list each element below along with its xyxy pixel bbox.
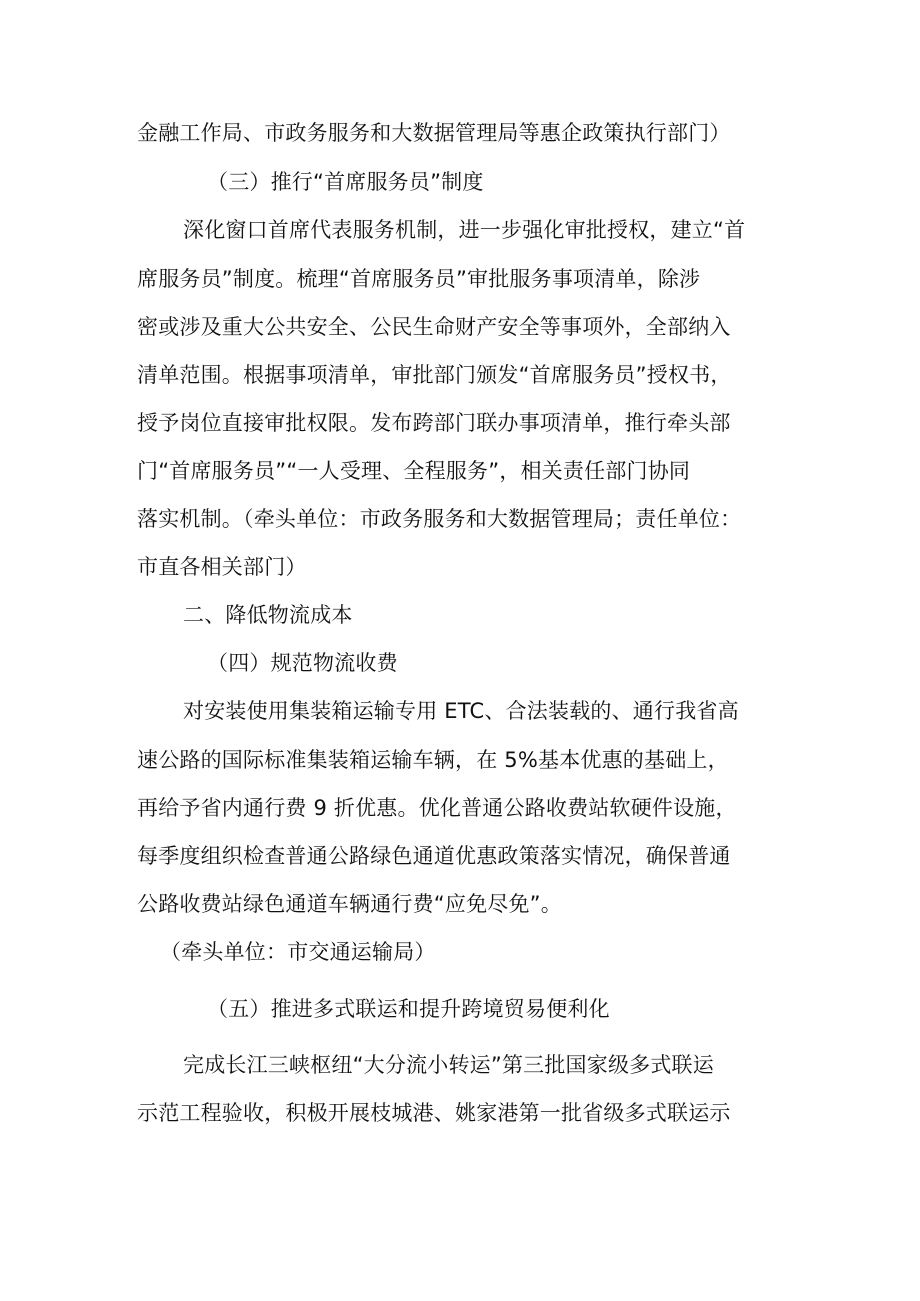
text-line: 对安装使用集装箱运输专用 ETC、合法装载的、通行我省高 — [183, 699, 739, 723]
text-line: 完成长江三峡枢纽“大分流小转运”第三批国家级多式联运 — [183, 1053, 714, 1077]
text-line: 公路收费站绿色通道车辆通行费“应免尽免”。 — [137, 892, 562, 916]
section-heading: （五）推进多式联运和提升跨境贸易便利化 — [207, 997, 610, 1021]
text-line: 市直各相关部门） — [137, 555, 307, 579]
text-line: （牵头单位：市交通运输局） — [160, 940, 436, 964]
text-line: 速公路的国际标准集装箱运输车辆，在 5%基本优惠的基础上， — [137, 748, 729, 772]
text-line: 密或涉及重大公共安全、公民生命财产安全等事项外，全部纳入 — [137, 315, 731, 339]
text-line: 授予岗位直接审批权限。发布跨部门联办事项清单，推行牵头部 — [137, 411, 731, 435]
text-line: 每季度组织检查普通公路绿色通道优惠政策落实情况，确保普通 — [137, 844, 731, 868]
section-heading: （三）推行“首席服务员”制度 — [207, 170, 484, 194]
text-line: 门“首席服务员”“一人受理、全程服务”，相关责任部门协同 — [137, 459, 691, 483]
text-line: 落实机制。（牵头单位：市政务服务和大数据管理局；责任单位： — [137, 507, 742, 531]
text-line: 金融工作局、市政务服务和大数据管理局等惠企政策执行部门） — [137, 121, 731, 145]
text-line: 示范工程验收，积极开展枝城港、姚家港第一批省级多式联运示 — [137, 1101, 731, 1125]
text-line: 席服务员”制度。梳理“首席服务员”审批服务事项清单，除涉 — [137, 267, 701, 291]
text-line: 再给予省内通行费 9 折优惠。优化普通公路收费站软硬件设施， — [137, 796, 737, 820]
section-heading: （四）规范物流收费 — [207, 651, 398, 675]
text-line: 深化窗口首席代表服务机制，进一步强化审批授权，建立“首 — [183, 218, 746, 242]
text-line: 清单范围。根据事项清单，审批部门颁发“首席服务员”授权书， — [137, 363, 732, 387]
chapter-heading: 二、降低物流成本 — [183, 603, 353, 627]
